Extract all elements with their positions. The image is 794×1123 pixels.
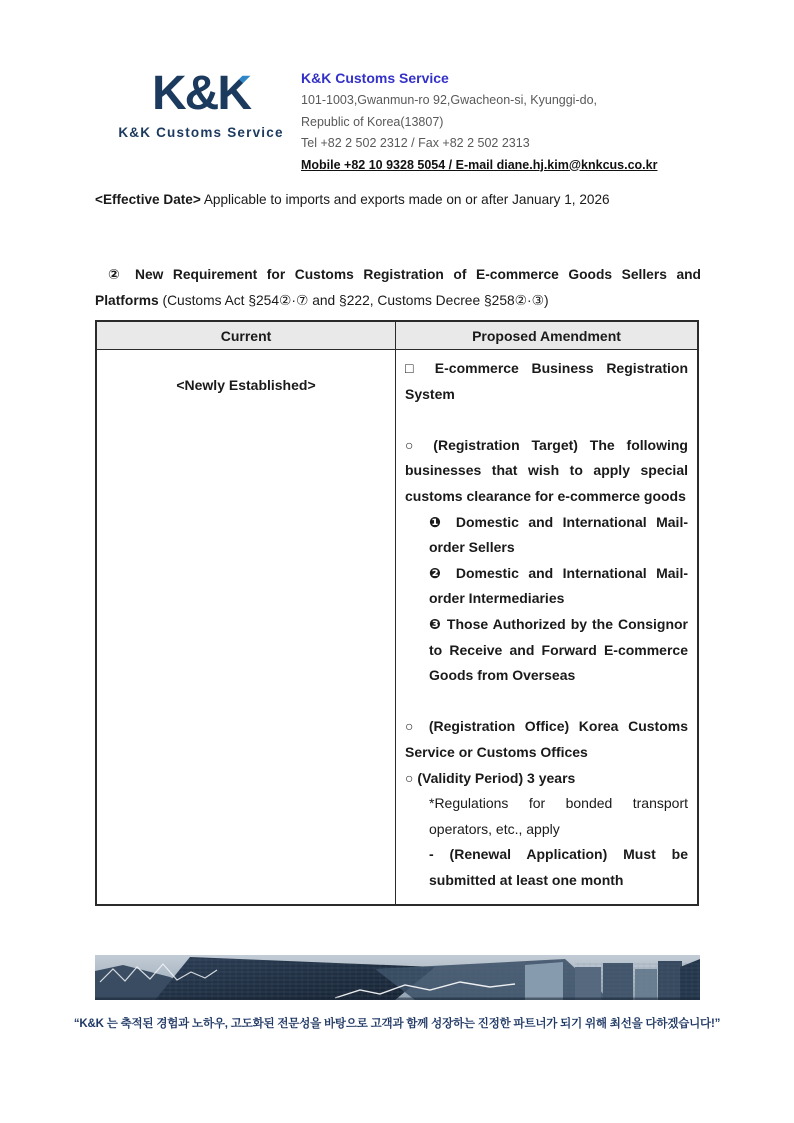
newly-established-label: <Newly Established>: [176, 377, 316, 393]
cityscape-banner-image: [95, 955, 700, 1000]
amendment-line: - (Renewal Application) Must be submitted at least one month: [429, 846, 688, 888]
contact-info: [301, 69, 701, 176]
amendment-line: ❶ Domestic and International Mail-order Sellers: [429, 513, 688, 556]
amendment-line: ❷ Domestic and International Mail-order Intermediaries: [429, 564, 688, 607]
comparison-table: [95, 320, 699, 906]
table-body-row: [97, 350, 697, 905]
amendment-lines: [405, 356, 688, 893]
amendment-line: ○ (Registration Office) Korea Customs Service or Customs Offices: [405, 718, 688, 760]
amendment-line: [405, 689, 688, 715]
amendment-line: *Regulations for bonded transport operators, etc., apply: [429, 795, 688, 837]
effective-date-label: <Effective Date>: [95, 192, 201, 207]
section-heading: [95, 262, 701, 313]
column-header-current: Current: [97, 322, 396, 349]
table-header-row: [97, 322, 697, 350]
column-header-proposed-amendment: Proposed Amendment: [472, 327, 621, 344]
kk-logo-mark: K&K: [110, 70, 292, 118]
mobile-email-line: Mobile +82 10 9328 5054 / E-mail diane.hj.kim@knkcus.co.kr: [301, 157, 658, 172]
effective-date-line: [95, 190, 707, 210]
amendment-line: □ E-commerce Business Registration System: [405, 360, 688, 402]
effective-date-text: Applicable to imports and exports made on or after January 1, 2026: [200, 192, 610, 207]
logo-caption: K&K Customs Service: [118, 125, 284, 140]
amendment-line: [405, 407, 688, 433]
proposed-amendment-cell: [396, 350, 697, 905]
address-line-1: 101-1003,Gwanmun-ro 92,Gwacheon-si, Kyunggi-do,: [301, 93, 598, 107]
current-cell: [97, 350, 396, 905]
company-logo: [110, 67, 292, 140]
company-name: K&K Customs Service: [301, 70, 449, 86]
section-heading-reference: (Customs Act §254②·⑦ and §222, Customs Decree §258②·③): [158, 292, 549, 308]
phone-fax-line: Tel +82 2 502 2312 / Fax +82 2 502 2313: [301, 136, 530, 150]
footer-slogan: “K&K 는 축적된 경험과 노하우, 고도화된 전문성을 바탕으로 고객과 함께 성장하는 진정한 파트너가 되기 위해 최선을 다하겠습니다!”: [73, 1018, 721, 1030]
amendment-line: ○ (Validity Period) 3 years: [405, 769, 576, 786]
amendment-line: ❸ Those Authorized by the Consignor to Receive and Forward E-commerce Goods from Overseas: [429, 615, 688, 684]
address-line-2: Republic of Korea(13807): [301, 114, 444, 129]
section-heading-bold: ② New Requirement for Customs Registration of E-commerce Goods Sellers and Platforms: [95, 267, 701, 308]
amendment-line: ○ (Registration Target) The following businesses that wish to apply special customs clearance for e-commerce goods: [405, 436, 688, 504]
